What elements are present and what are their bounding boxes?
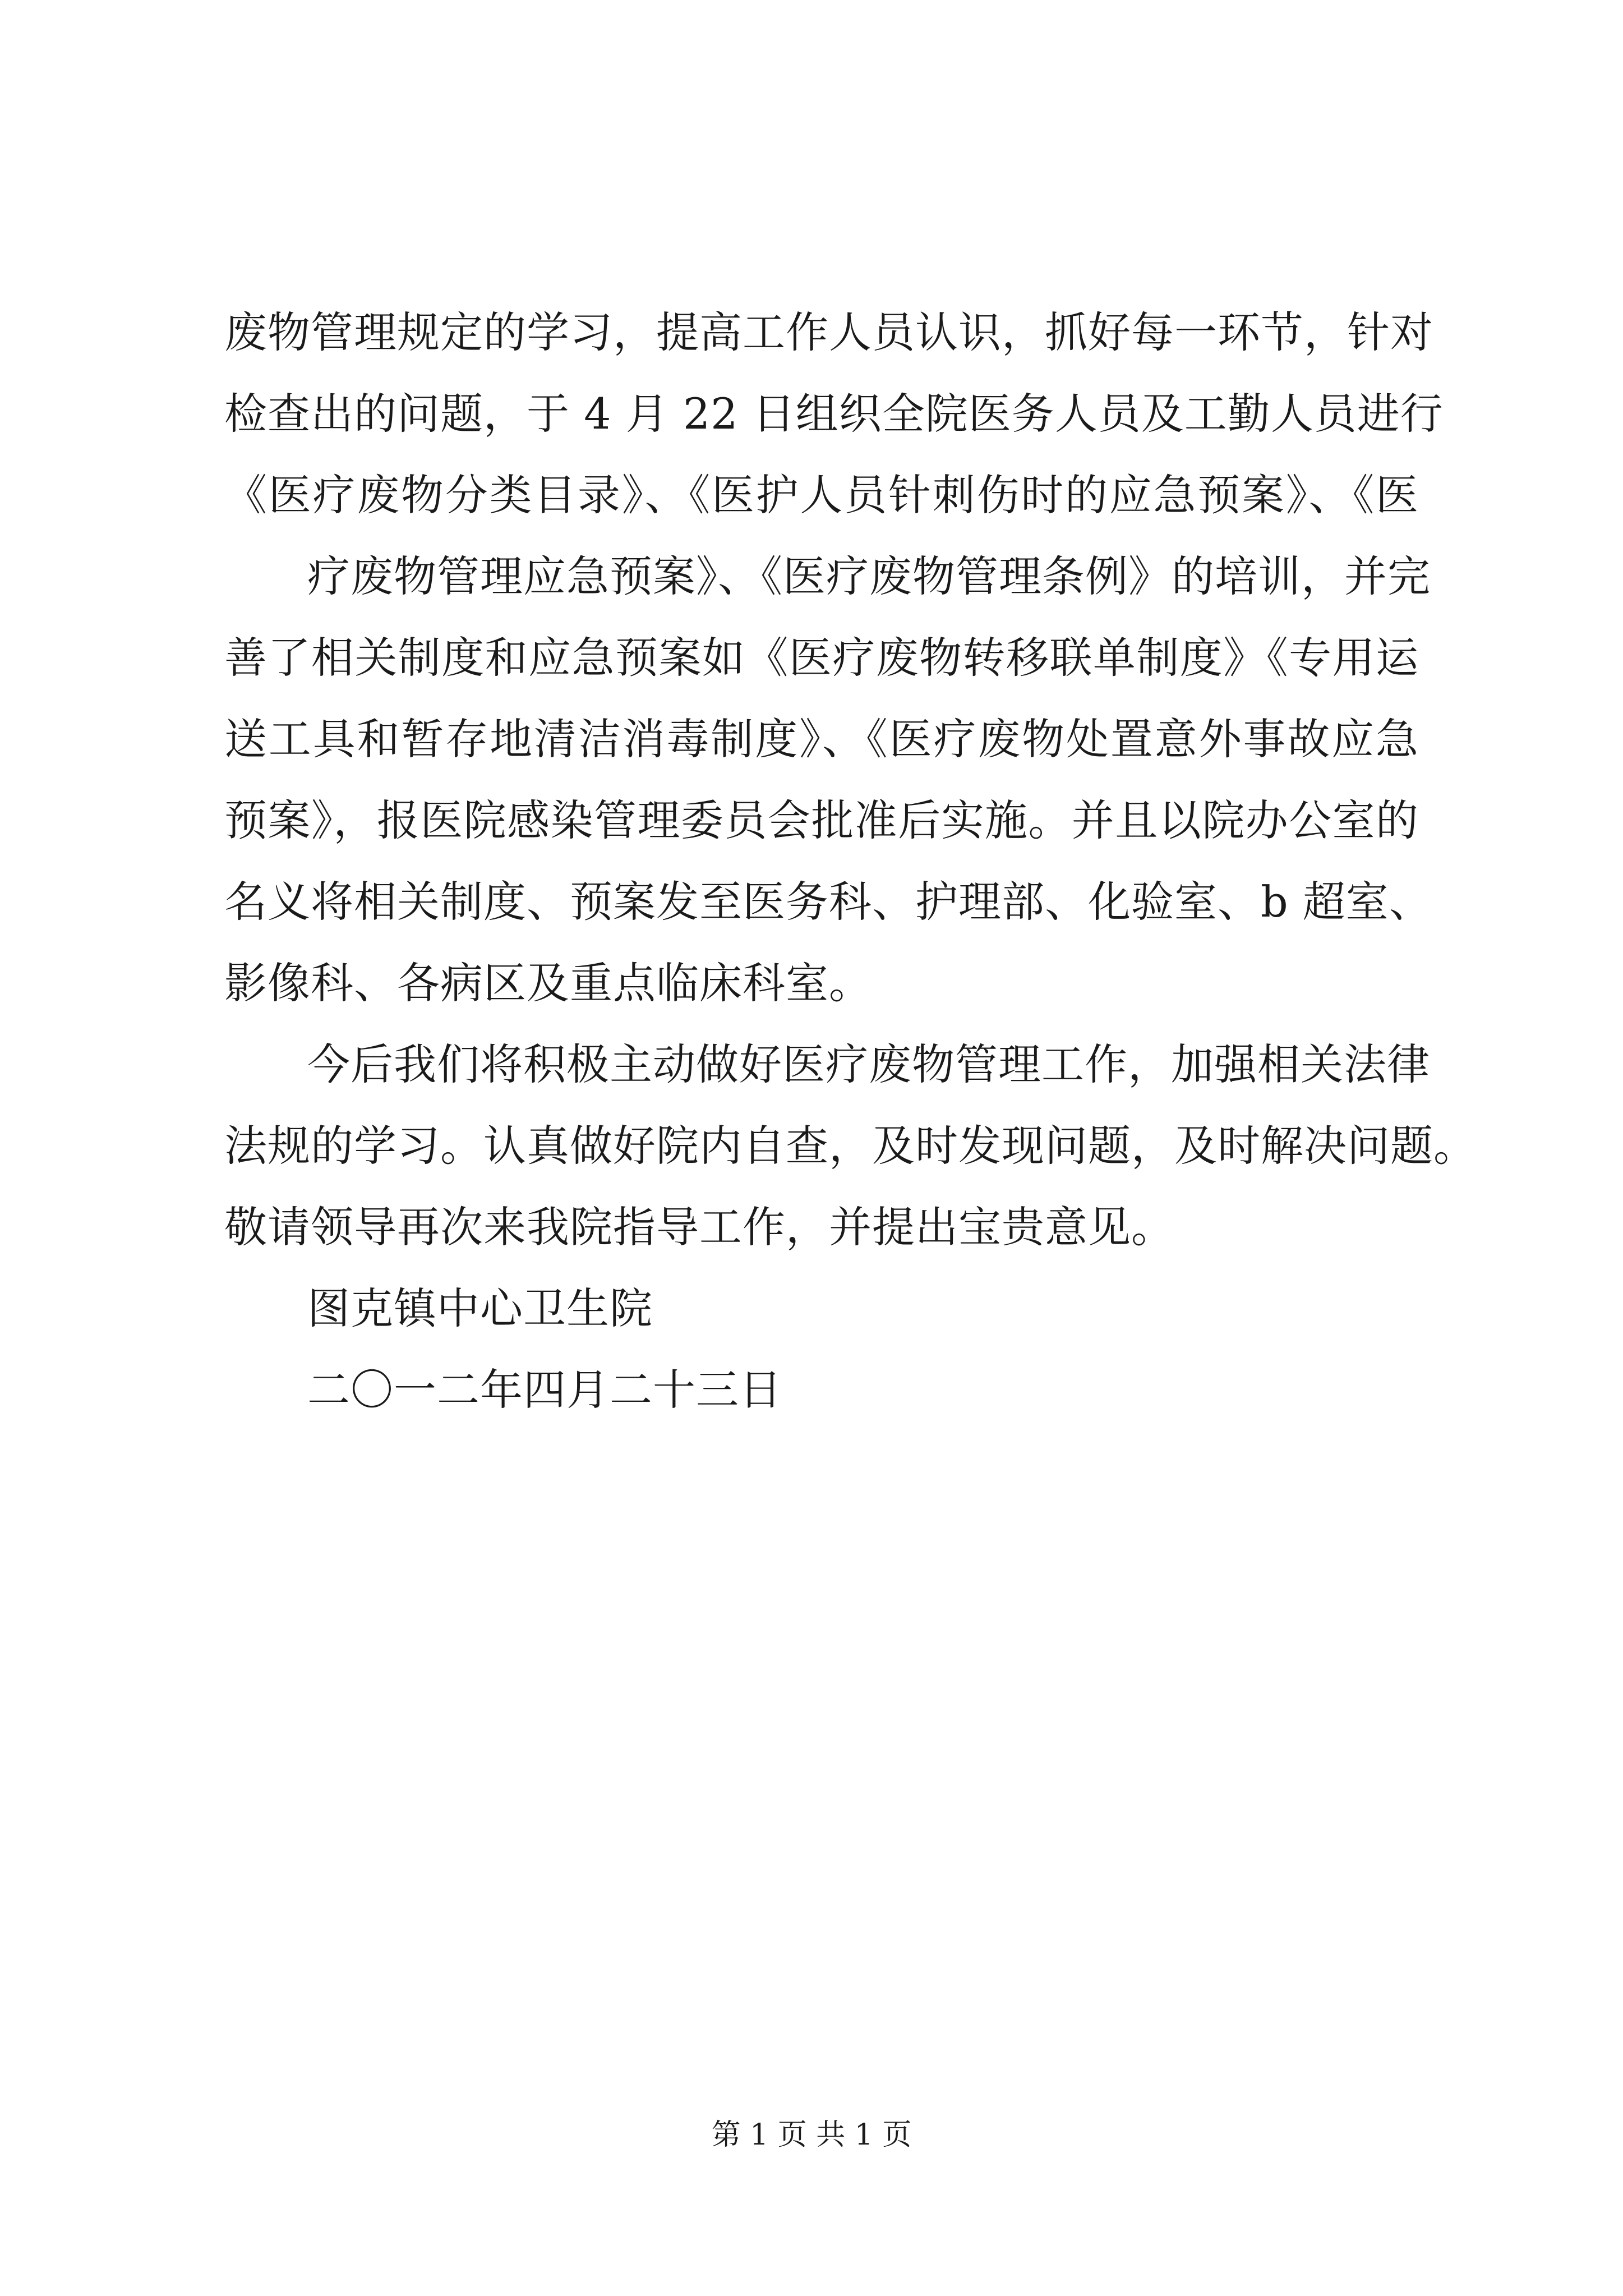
body-line-9: 影像科、各病区及重点临床科室。 (224, 958, 872, 1008)
body-line-6: 送工具和暂存地清洁消毒制度》、《医疗废物处置意外事故应急 (224, 714, 1419, 764)
body-line-12: 敬请领导再次来我院指导工作，并提出宝贵意见。 (224, 1202, 1174, 1252)
body-line-5: 善了相关制度和应急预案如《医疗废物转移联单制度》《专用运 (224, 633, 1419, 683)
page-footer: 第 1 页 共 1 页 (711, 2118, 912, 2152)
signature-organization: 图克镇中心卫生院 (307, 1283, 653, 1333)
body-line-7: 预案》，报医院感染管理委员会批准后实施。并且以院办公室的 (224, 795, 1419, 845)
body-line-8: 名义将相关制度、预案发至医务科、护理部、化验室、b 超室、 (224, 877, 1432, 927)
body-line-10: 今后我们将积极主动做好医疗废物管理工作，加强相关法律 (307, 1039, 1430, 1089)
body-line-4: 疗废物管理应急预案》、《医疗废物管理条例》的培训，并完 (307, 551, 1431, 601)
body-line-11: 法规的学习。认真做好院内自查，及时发现问题，及时解决问题。 (224, 1121, 1477, 1171)
signature-date: 二〇一二年四月二十三日 (307, 1365, 782, 1415)
body-line-1: 废物管理规定的学习，提高工作人员认识，抓好每一环节，针对 (224, 307, 1433, 357)
body-line-3: 《医疗废物分类目录》、《医护人员针刺伤时的应急预案》、《医 (224, 470, 1419, 520)
body-line-2: 检查出的问题，于 4 月 22 日组织全院医务人员及工勤人员进行 (224, 389, 1444, 439)
